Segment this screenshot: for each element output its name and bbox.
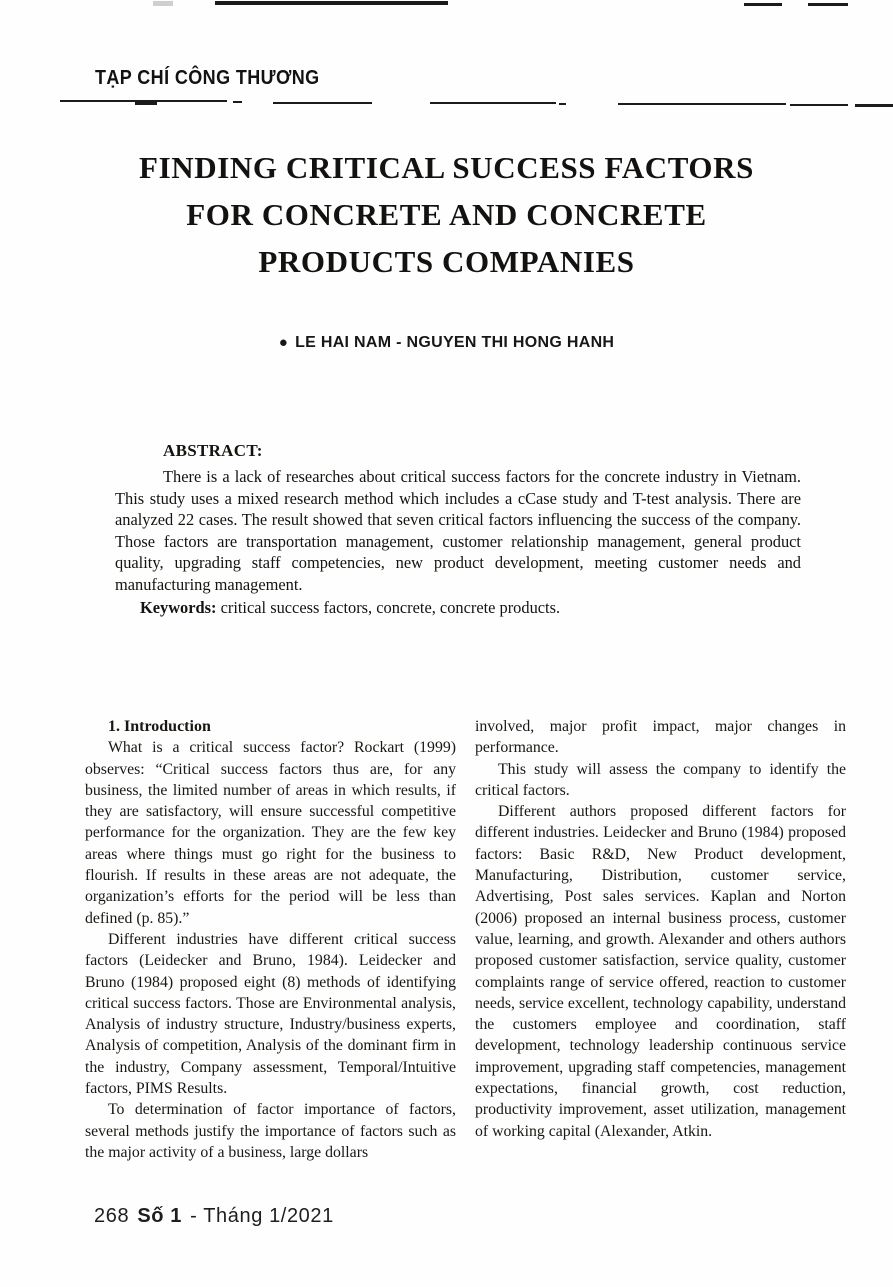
paper-title-line3: PRODUCTS COMPANIES bbox=[258, 244, 635, 279]
keywords-label: Keywords: bbox=[140, 597, 217, 617]
body-columns bbox=[85, 716, 846, 1163]
right-column bbox=[475, 716, 846, 1163]
left-column bbox=[85, 716, 456, 1163]
header-rule bbox=[559, 103, 566, 105]
paragraph: To determination of factor importance of factors, several methods justify the importance of factors such as the major activity of a business, large dollars bbox=[85, 1101, 456, 1161]
scan-line-artifact bbox=[744, 3, 782, 6]
paragraph: This study will assess the company to identify the critical factors. bbox=[475, 760, 846, 799]
paragraph: Different industries have different critical success factors (Leidecker and Bruno, 1984). Leidecker and Bruno (1984) proposed eight (8) methods of identifying critical success factors. Those are Environmental analysis, Analysis of industry structure, Industry/business experts, Analysis of competition, Analysis of the dominant firm in the industry, Company assessment, Temporal/Intuitive factors, PIMS Results. bbox=[85, 930, 456, 1098]
paragraph: Different authors proposed different factors for different industries. Leidecker and Bruno (1984) proposed factors: Basic R&D, New Product development, Manufacturing, Distribution, customer service, Advertising, Post sales services. Kaplan and Norton (2006) proposed an internal business process, customer value, learning, and growth. Alexander and others authors proposed customer satisfaction, service quality, customer complaints range of service offered, reaction to customer needs, service excellent, technology capability, understand the customers employee and coordination, staff development, technology leadership continuous service improvement, upgrading staff competencies, management expectations, financial growth, cost reduction, productivity improvement, asset utilization, management of working capital (Alexander, Atkin. bbox=[475, 803, 846, 1140]
paragraph: involved, major profit impact, major changes in performance. bbox=[475, 718, 846, 757]
scan-line-artifact bbox=[215, 1, 448, 5]
section-heading-introduction: 1. Introduction bbox=[108, 718, 211, 735]
keywords-text: critical success factors, concrete, concrete products. bbox=[220, 597, 561, 617]
header-rule bbox=[430, 102, 556, 104]
header-rule bbox=[233, 101, 242, 103]
paper-title bbox=[0, 144, 893, 285]
keywords-line bbox=[115, 597, 801, 619]
abstract-section bbox=[115, 441, 801, 618]
paper-title-line2: FOR CONCRETE AND CONCRETE bbox=[186, 197, 707, 232]
header-rule bbox=[618, 103, 786, 105]
authors-line bbox=[0, 334, 893, 352]
footer-date: - Tháng 1/2021 bbox=[190, 1205, 334, 1227]
author-bullet-icon: ● bbox=[278, 334, 289, 351]
header-rule bbox=[855, 104, 893, 107]
header-rule bbox=[790, 104, 848, 106]
footer-issue: Số 1 bbox=[137, 1205, 182, 1227]
paragraph: What is a critical success factor? Rockart (1999) observes: “Critical success factors thus are, for any business, the limited number of areas in which results, if they are satisfactory, will ensure successful competitive performance for the organization. They are the few key areas where things must go right for the business to flourish. If results in these areas are not adequate, the organization’s efforts for the period will be less than defined (p. 85).” bbox=[85, 739, 456, 927]
footer-page-number: 268 bbox=[94, 1205, 130, 1227]
abstract-heading: ABSTRACT: bbox=[163, 441, 263, 460]
scan-smudge bbox=[153, 1, 173, 6]
paper-title-line1: FINDING CRITICAL SUCCESS FACTORS bbox=[139, 150, 754, 185]
header-rule bbox=[273, 102, 372, 104]
scan-line-artifact bbox=[808, 3, 848, 6]
header-rule bbox=[135, 101, 157, 105]
abstract-text: There is a lack of researches about critical success factors for the concrete industry in Vietnam. This study uses a mixed research method which includes a cCase study and T-test analysis. There are analyzed 22 cases. The result showed that seven critical factors influencing the success of the company. Those factors are transportation management, customer relationship management, general product quality, upgrading staff competencies, new product development, meeting customer needs and manufacturing management. bbox=[115, 467, 801, 594]
page-footer bbox=[94, 1205, 334, 1228]
journal-name: TẠP CHÍ CÔNG THƯƠNG bbox=[95, 66, 320, 89]
author-names: LE HAI NAM - NGUYEN THI HONG HANH bbox=[295, 334, 615, 351]
